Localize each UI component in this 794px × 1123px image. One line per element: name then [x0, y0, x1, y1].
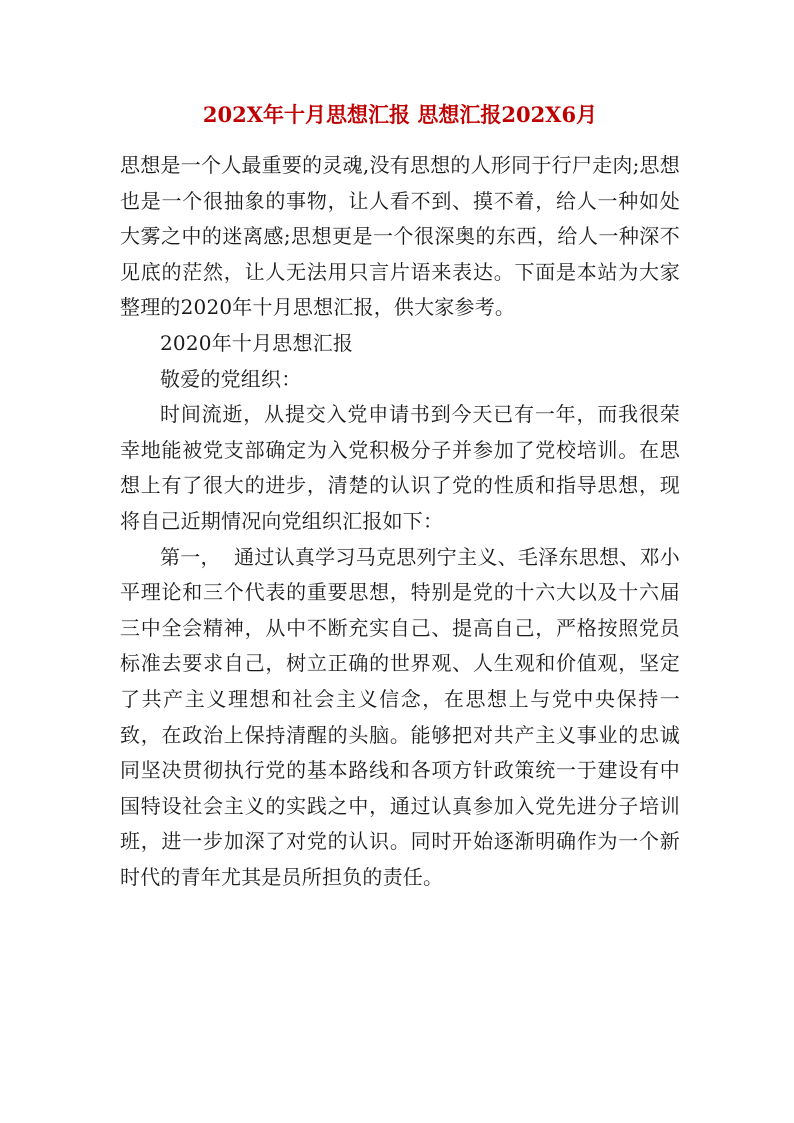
- salutation: 敬爱的党组织：: [160, 366, 302, 391]
- body-paragraph-2: 第一， 通过认真学习马克思列宁主义、毛泽东思想、邓小平理论和三个代表的重要思想，特别是党的十六大以及十六届三中全会精神，从中不断充实自己、提高自己，严格按照党员标准去要求自己，树立正确的世界观、人生观和价值观，坚定了共产主义理想和社会主义信念，在思想上与党中央保持一致，在政治上保持清醒的头脑。能够把对共产主义事业的忠诚同坚决贯彻执行党的基本路线和各项方针政策统一于建设有中国特设社会主义的实践之中，通过认真参加入党先进分子培训班，进一步加深了对党的认识。同时开始逐渐明确作为一个新时代的青年尤其是员所担负的责任。: [120, 544, 680, 889]
- body-paragraph-1: 时间流逝，从提交入党申请书到今天已有一年，而我很荣幸地能被党支部确定为入党积极分子并参加了党校培训。在思想上有了很大的进步，清楚的认识了党的性质和指导思想，现将自己近期情况向党组织汇报如下：: [120, 402, 680, 533]
- report-heading: 2020年十月思想汇报: [160, 330, 354, 355]
- intro-paragraph: 思想是一个人最重要的灵魂,没有思想的人形同于行尸走肉;思想也是一个很抽象的事物，让人看不到、摸不着，给人一种如处大雾之中的迷离感;思想更是一个很深奥的东西，给人一种深不见底的茫然，让人无法用只言片语来表达。下面是本站为大家整理的2020年十月思想汇报，供大家参考。: [120, 153, 680, 320]
- document-title: 202X年十月思想汇报 思想汇报202X6月: [202, 102, 598, 127]
- document-page: [120, 100, 680, 895]
